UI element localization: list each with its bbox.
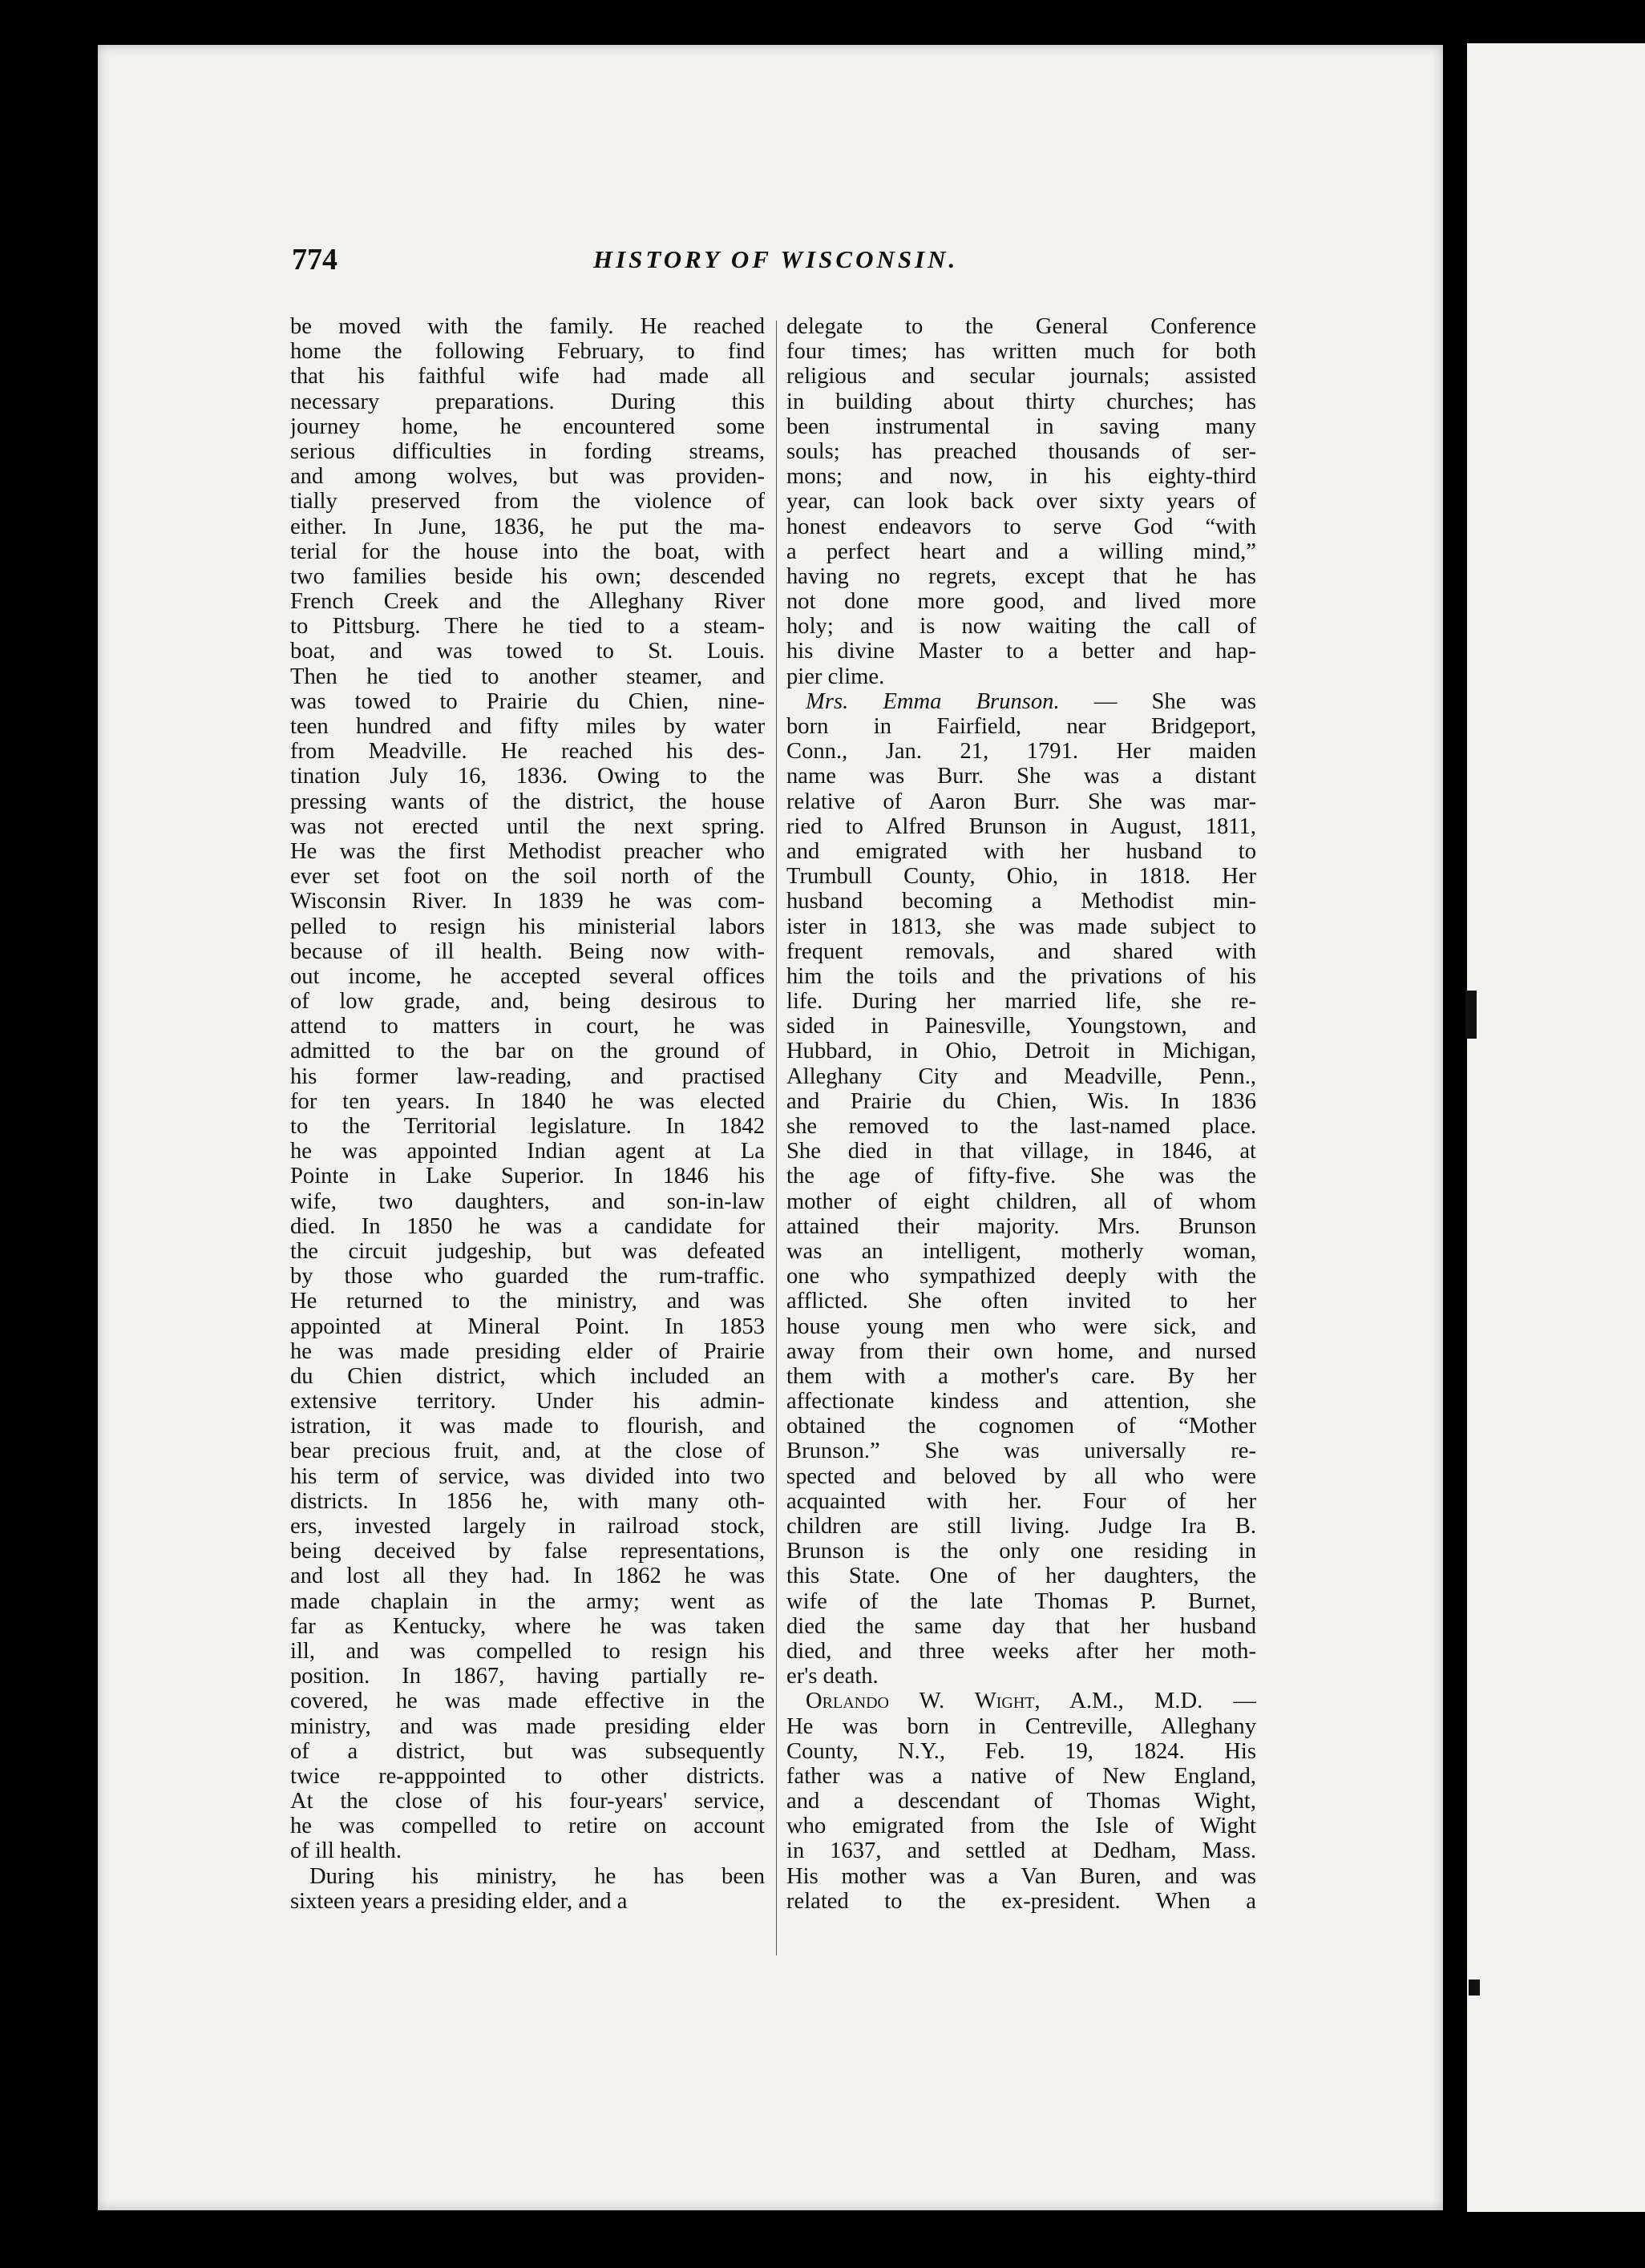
text-line: appointed at Mineral Point. In 1853 [290,1314,765,1339]
text-line: was not erected until the next spring. [290,813,765,839]
text-line: holy; and is now waiting the call of [786,614,1256,640]
text-line: afflicted. She often invited to her [786,1289,1256,1314]
text-line: sixteen years a presiding elder, and a [290,1888,628,1914]
text-line: died. In 1850 he was a candidate for [290,1213,765,1239]
text-line: father was a native of New England, [786,1763,1256,1789]
text-line: ister in 1813, she was made subject to [786,914,1256,939]
text-line: be moved with the family. He reached [290,314,765,339]
text-line: Wisconsin River. In 1839 he was com- [290,889,765,914]
text-line: du Chien district, which included an [290,1363,765,1389]
text-line: He returned to the ministry, and was [290,1289,765,1314]
text-line: his former law-reading, and practised [290,1063,765,1089]
text-line: who emigrated from the Isle of Wight [786,1814,1256,1839]
text-line: his term of service, was divided into two [290,1463,765,1489]
text-line: Then he tied to another steamer, and [290,664,765,689]
text-line: tination July 16, 1836. Owing to the [290,764,765,789]
text-line: having no regrets, except that he has [786,563,1256,589]
text-line: ill, and was compelled to resign his [290,1638,765,1664]
text-line: terial for the house into the boat, with [290,539,765,564]
entry-name: Orlando W. Wight, A.M., M.D. [806,1689,1203,1714]
text-line: because of ill health. Being now with- [290,938,765,964]
scan-mark [1465,991,1477,1039]
text-line: two families beside his own; descended [290,563,765,589]
text-line: died, and three weeks after her moth- [786,1638,1256,1664]
text-line: name was Burr. She was a distant [786,764,1256,789]
text-line: journey home, he encountered some [290,414,765,439]
text-line: acquainted with her. Four of her [786,1488,1256,1514]
left-column [290,314,765,1914]
text-line: four times; has written much for both [786,339,1256,365]
text-line: obtained the cognomen of “Mother [786,1414,1256,1439]
text-line: the circuit judgeship, but was defeated [290,1238,765,1264]
text-line: mons; and now, in his eighty-third [786,464,1256,490]
text-line: Trumbull County, Ohio, in 1818. Her [786,864,1256,890]
text-line: He was the first Methodist preacher who [290,838,765,864]
text-line: Alleghany City and Meadville, Penn., [786,1063,1256,1089]
text-line: ers, invested largely in railroad stock, [290,1514,765,1539]
text-line: a perfect heart and a willing mind,” [786,539,1256,564]
text-line: relative of Aaron Burr. She was mar- [786,789,1256,814]
text-line: County, N.Y., Feb. 19, 1824. His [786,1738,1256,1764]
text-line: of low grade, and, being desirous to [290,989,765,1015]
text-line: of ill health. [290,1838,402,1864]
entry-name: Mrs. Emma Brunson. [806,688,1060,714]
text-line: by those who guarded the rum-traffic. [290,1264,765,1289]
text-line: year, can look back over sixty years of [786,489,1256,515]
text-line: affectionate kindess and attention, she [786,1389,1256,1414]
text-line: pressing wants of the district, the house [290,789,765,814]
text-line: born in Fairfield, near Bridgeport, [786,714,1256,739]
text-line: far as Kentucky, where he was taken [290,1613,765,1639]
column-rule [776,321,777,1955]
entry-heading-wight [786,1689,1256,1713]
text-line: er's death. [786,1664,879,1689]
text-line: teen hundred and fifty miles by water [290,714,765,739]
adjacent-page-edge [1467,43,1645,2212]
text-line: and Prairie du Chien, Wis. In 1836 [786,1088,1256,1114]
text-line: covered, he was made effective in the [290,1689,765,1714]
text-line: religious and secular journals; assisted [786,364,1256,389]
text-line: and lost all they had. In 1862 he was [290,1564,765,1589]
text-line: He was born in Centreville, Alleghany [786,1713,1256,1739]
text-line: made chaplain in the army; went as [290,1588,765,1614]
text-line: necessary preparations. During this [290,389,765,414]
text-line: was towed to Prairie du Chien, nine- [290,688,765,714]
text-line: the age of fifty-five. She was the [786,1164,1256,1189]
text-line: out income, he accepted several offices [290,963,765,989]
text-line: he was compelled to retire on account [290,1814,765,1839]
text-line: French Creek and the Alleghany River [290,589,765,615]
text-line: spected and beloved by all who were [786,1463,1256,1489]
right-column [786,314,1256,1914]
entry-heading-rest: — She was [1093,688,1256,714]
text-line: honest endeavors to serve God “with [786,514,1256,539]
text-line: home the following February, to find [290,339,765,365]
text-line: twice re-apppointed to other districts. [290,1763,765,1789]
text-line: being deceived by false representations, [290,1539,765,1564]
text-line: one who sympathized deeply with the [786,1264,1256,1289]
text-line: Brunson is the only one residing in [786,1539,1256,1564]
text-line: either. In June, 1836, he put the ma- [290,514,765,539]
text-line: ried to Alfred Brunson in August, 1811, [786,813,1256,839]
text-line: died the same day that her husband [786,1613,1256,1639]
text-line: this State. One of her daughters, the [786,1564,1256,1589]
text-line: mother of eight children, all of whom [786,1188,1256,1214]
text-line: delegate to the General Conference [786,314,1256,339]
text-line: serious difficulties in fording streams, [290,438,765,464]
text-line: districts. In 1856 he, with many oth- [290,1488,765,1514]
text-line: frequent removals, and shared with [786,938,1256,964]
text-line: At the close of his four-years' service, [290,1789,765,1814]
page-number: 774 [292,243,337,276]
text-line: Hubbard, in Ohio, Detroit in Michigan, [786,1039,1256,1064]
text-line: souls; has preached thousands of ser- [786,438,1256,464]
text-line: him the toils and the privations of his [786,963,1256,989]
text-line: from Meadville. He reached his des- [290,739,765,765]
text-line: pier clime. [786,664,885,689]
text-line: been instrumental in saving many [786,414,1256,439]
text-line: them with a mother's care. By her [786,1363,1256,1389]
text-line: he was appointed Indian agent at La [290,1139,765,1164]
text-line: and emigrated with her husband to [786,838,1256,864]
text-line: Conn., Jan. 21, 1791. Her maiden [786,739,1256,765]
text-line: to Pittsburg. There he tied to a steam- [290,614,765,640]
text-line: ever set foot on the soil north of the [290,864,765,890]
text-line: she removed to the last-named place. [786,1114,1256,1139]
text-line: and among wolves, but was providen- [290,464,765,490]
text-line: Brunson.” She was universally re- [786,1439,1256,1464]
text-line: boat, and was towed to St. Louis. [290,639,765,664]
text-line: extensive territory. Under his admin- [290,1389,765,1414]
entry-heading-brunson [786,689,1256,714]
text-line: position. In 1867, having partially re- [290,1664,765,1689]
text-line: that his faithful wife had made all [290,364,765,389]
text-line: istration, it was made to flourish, and [290,1414,765,1439]
text-line: Pointe in Lake Superior. In 1846 his [290,1164,765,1189]
text-line: During his ministry, he has been [309,1863,765,1889]
text-line: and a descendant of Thomas Wight, [786,1789,1256,1814]
text-line: related to the ex-president. When a [786,1888,1256,1914]
scan-mark [1469,1979,1480,1996]
text-line: to the Territorial legislature. In 1842 [290,1114,765,1139]
text-line: sided in Painesville, Youngstown, and [786,1014,1256,1039]
text-line: tially preserved from the violence of [290,489,765,515]
text-line: in building about thirty churches; has [786,389,1256,414]
text-line: he was made presiding elder of Prairie [290,1338,765,1364]
text-line: attained their majority. Mrs. Brunson [786,1213,1256,1239]
text-line: for ten years. In 1840 he was elected [290,1088,765,1114]
text-line: away from their own home, and nursed [786,1338,1256,1364]
entry-heading-rest: — [1202,1689,1256,1714]
running-head: HISTORY OF WISCONSIN. [593,245,959,273]
text-line: not done more good, and lived more [786,589,1256,615]
text-line: attend to matters in court, he was [290,1014,765,1039]
text-line: His mother was a Van Buren, and was [786,1863,1256,1889]
text-line: house young men who were sick, and [786,1314,1256,1339]
text-line: bear precious fruit, and, at the close of [290,1439,765,1464]
text-line: of a district, but was subsequently [290,1738,765,1764]
text-line: wife, two daughters, and son-in-law [290,1188,765,1214]
text-line: pelled to resign his ministerial labors [290,914,765,939]
text-line: wife of the late Thomas P. Burnet, [786,1588,1256,1614]
text-line: was an intelligent, motherly woman, [786,1238,1256,1264]
text-line: life. During her married life, she re- [786,989,1256,1015]
text-line: children are still living. Judge Ira B. [786,1514,1256,1539]
text-line: in 1637, and settled at Dedham, Mass. [786,1838,1256,1864]
text-line: admitted to the bar on the ground of [290,1039,765,1064]
text-line: She died in that village, in 1846, at [786,1139,1256,1164]
text-line: husband becoming a Methodist min- [786,889,1256,914]
text-line: ministry, and was made presiding elder [290,1713,765,1739]
text-line: his divine Master to a better and hap- [786,639,1256,664]
